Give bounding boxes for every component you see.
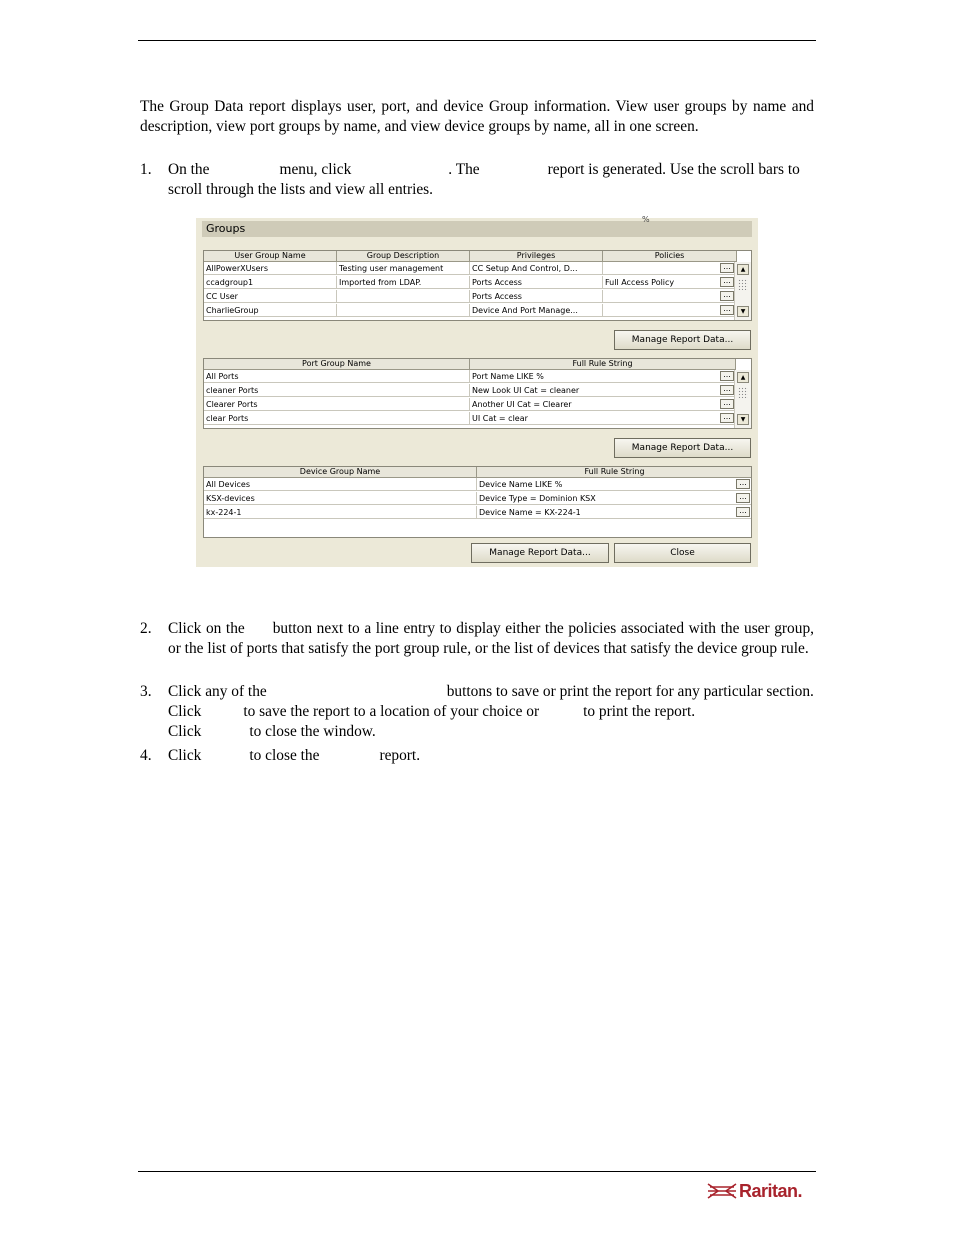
details-button[interactable]: ...	[720, 385, 734, 395]
table-row[interactable]: AllPowerXUsers Testing user management CC Setup And Control, D... ...	[204, 262, 736, 276]
table-header: User Group Name Group Description Privileges Policies	[204, 251, 737, 262]
table-row[interactable]: ccadgroup1 Imported from LDAP. Ports Access Full Access Policy ...	[204, 276, 736, 290]
port-groups-table	[203, 358, 752, 429]
footer-rule	[138, 1171, 816, 1172]
details-button[interactable]: ...	[736, 507, 750, 517]
details-button[interactable]: ...	[720, 305, 734, 315]
window-title: Groups	[202, 221, 752, 237]
table-row[interactable]: CC User Ports Access ...	[204, 290, 736, 304]
scroll-grip-icon[interactable]	[738, 279, 748, 290]
raritan-logo-icon	[706, 1180, 738, 1202]
device-groups-table	[203, 466, 752, 538]
scroll-up-icon[interactable]: ▲	[737, 264, 749, 275]
step-number: 4.	[140, 747, 152, 764]
user-groups-table	[203, 250, 752, 321]
step-number: 3.	[140, 683, 152, 700]
details-button[interactable]: ...	[720, 277, 734, 287]
groups-report-window	[196, 215, 758, 567]
step-number: 1.	[140, 161, 152, 178]
title-mark: %	[642, 215, 650, 224]
table-row[interactable]: KSX-devices Device Type = Dominion KSX ...	[204, 492, 752, 506]
step-1: 1. On the menu, click . The report is generated. Use the scroll bars to scroll through the lists and view all entries.	[140, 161, 800, 198]
table-row[interactable]: CharlieGroup Device And Port Manage... ...	[204, 304, 736, 318]
table-row[interactable]: clear Ports UI Cat = clear ...	[204, 412, 736, 426]
table-row[interactable]: All Ports Port Name LIKE % ...	[204, 370, 736, 384]
scroll-down-icon[interactable]: ▼	[737, 414, 749, 425]
details-button[interactable]: ...	[720, 263, 734, 273]
header-rule	[138, 40, 816, 41]
table-row[interactable]: cleaner Ports New Look UI Cat = cleaner ...	[204, 384, 736, 398]
scroll-up-icon[interactable]: ▲	[737, 372, 749, 383]
table-header: Port Group Name Full Rule String	[204, 359, 736, 370]
details-button[interactable]: ...	[720, 371, 734, 381]
vertical-scrollbar[interactable]	[734, 262, 751, 320]
details-button[interactable]: ...	[736, 479, 750, 489]
scroll-grip-icon[interactable]	[738, 387, 748, 398]
step-2: 2. Click on the button next to a line entry to display either the policies associated with the user group, or the list of ports that satisfy the port group rule, or the list of devices that satisfy the device group rule.	[140, 620, 814, 657]
details-button[interactable]: ...	[720, 413, 734, 423]
step-4: 4. Click to close the report.	[140, 747, 421, 764]
manage-report-data-button[interactable]: Manage Report Data...	[614, 330, 751, 350]
details-button[interactable]: ...	[736, 493, 750, 503]
table-row[interactable]: Clearer Ports Another UI Cat = Clearer ...	[204, 398, 736, 412]
step-number: 2.	[140, 620, 152, 637]
table-header: Device Group Name Full Rule String	[204, 467, 752, 478]
manage-report-data-button[interactable]: Manage Report Data...	[471, 543, 609, 563]
raritan-logo	[706, 1180, 814, 1202]
close-button[interactable]: Close	[614, 543, 751, 563]
scroll-down-icon[interactable]: ▼	[737, 306, 749, 317]
step-3: 3. Click any of the buttons to save or print the report for any particular section. Click to save the report to a location of your choice or to print the report. Click to close the window.	[140, 683, 814, 740]
table-row[interactable]: All Devices Device Name LIKE % ...	[204, 478, 752, 492]
details-button[interactable]: ...	[720, 291, 734, 301]
vertical-scrollbar[interactable]	[734, 370, 751, 428]
manage-report-data-button[interactable]: Manage Report Data...	[614, 438, 751, 458]
table-row[interactable]: kx-224-1 Device Name = KX-224-1 ...	[204, 506, 752, 520]
logo-wordmark: Raritan.	[739, 1181, 803, 1201]
intro-paragraph: The Group Data report displays user, port, and device Group information. View user groups by name and description, view port groups by name, and view device groups by name, all in one screen.	[140, 98, 814, 135]
details-button[interactable]: ...	[720, 399, 734, 409]
